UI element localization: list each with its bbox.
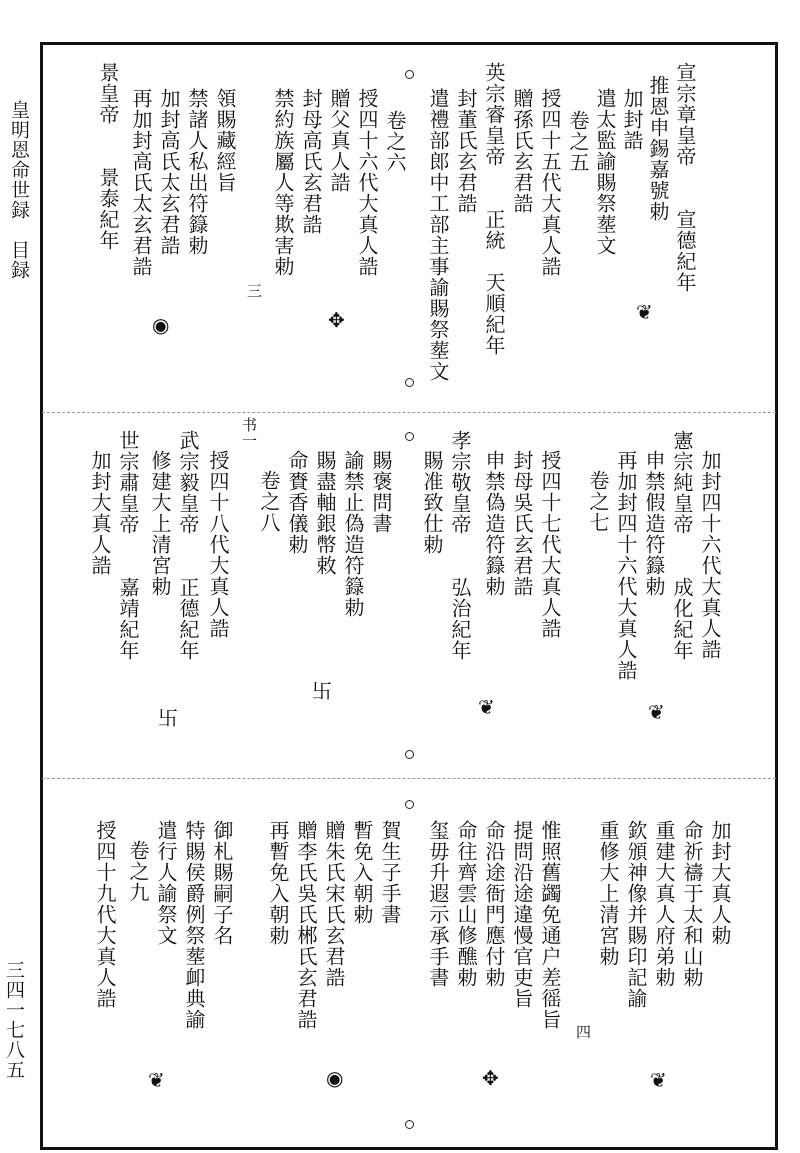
page-mark: 书一: [240, 417, 258, 449]
toc-line: 申禁偽造符籙勅: [482, 450, 506, 597]
toc-line: 武宗毅皇帝 正德紀年: [176, 430, 200, 661]
toc-line: 卷之九: [126, 840, 150, 903]
toc-line: 授四十九代大真人誥: [93, 820, 117, 1009]
toc-line: 封董氏玄君誥: [454, 88, 478, 214]
toc-line: 遣太監諭賜祭塟文: [593, 88, 617, 256]
toc-line: 加封四十六代大真人誥: [698, 450, 722, 660]
page-mark: 四: [574, 1024, 592, 1040]
toc-line: 重建大真人府弟勅: [652, 820, 676, 988]
section-divider: [42, 412, 776, 413]
binding-circle: [405, 1120, 414, 1129]
ornament-icon: ❦: [650, 1068, 667, 1092]
toc-line: 再加封高氏太玄君誥: [129, 88, 153, 277]
toc-line: 贈孫氏玄君誥: [510, 88, 534, 214]
toc-line: 御札賜嗣子名: [210, 820, 234, 946]
toc-line: 景皇帝 景泰紀年: [96, 62, 120, 251]
toc-line: 授四十八代大真人誥: [206, 450, 230, 639]
toc-line: 提問沿途違慢官吏旨: [510, 820, 534, 1009]
toc-line: 授四十六代大真人誥: [355, 88, 379, 277]
toc-line: 加封大真人誥: [88, 450, 112, 576]
toc-line: 遣行人諭祭文: [154, 820, 178, 946]
binding-circle: [405, 750, 414, 759]
book-title-margin: 皇明恩命世録 目録: [8, 100, 30, 280]
toc-line: 暫免入朝勅: [350, 820, 374, 925]
toc-line: 卷之七: [586, 470, 610, 533]
toc-line: 惟照舊蠲免通户差徭旨: [538, 820, 562, 1030]
toc-line: 授四十五代大真人誥: [538, 88, 562, 277]
toc-line: 領賜藏經旨: [213, 88, 237, 193]
toc-line: 宣宗章皇帝 宣德紀年: [673, 62, 697, 293]
toc-line: 命沿途衙門應付勅: [482, 820, 506, 988]
ornament-icon: ✥: [482, 1066, 499, 1090]
toc-line: 卷之五: [566, 110, 590, 173]
ornament-icon: ❦: [478, 695, 495, 719]
toc-line: 英宗睿皇帝 正統 天順紀年: [482, 62, 506, 356]
toc-line: 再暫免入朝勅: [266, 820, 290, 946]
toc-line: 修建大上清宮勅: [148, 450, 172, 597]
toc-line: 授四十七代大真人誥: [538, 450, 562, 639]
toc-line: 贈朱氏宋氏玄君誥: [322, 820, 346, 988]
toc-line: 禁諸人私出符籙勅: [185, 88, 209, 256]
toc-line: 命賚香儀勅: [285, 450, 309, 555]
toc-line: 加封高氏太玄君誥: [157, 88, 181, 256]
ornament-icon: ❦: [148, 1068, 165, 1092]
ornament-icon: ◉: [326, 1066, 344, 1090]
toc-line: 加封誥: [620, 88, 644, 151]
toc-line: 孝宗敬皇帝 弘治紀年: [448, 430, 472, 661]
toc-line: 欽頒神像并賜印記諭: [624, 820, 648, 1009]
page-number-margin: 三四一七八五: [3, 960, 25, 1080]
binding-circle: [405, 432, 414, 441]
toc-line: 加封大真人勅: [708, 820, 732, 946]
toc-line: 贈父真人誥: [327, 88, 351, 193]
toc-line: 再加封四十六代大真人誥: [614, 450, 638, 681]
ornament-icon: ✥: [328, 308, 345, 332]
toc-line: 玺毋升遐示承手書: [426, 820, 450, 988]
toc-line: 封母高氏玄君誥: [299, 88, 323, 235]
toc-line: 封母吳氏玄君誥: [510, 450, 534, 597]
toc-line: 賀生子手書: [378, 820, 402, 925]
ornament-icon: 卐: [312, 679, 332, 703]
binding-circle: [405, 378, 414, 387]
toc-line: 申禁假造符籙勅: [642, 450, 666, 597]
ornament-icon: ❦: [648, 700, 665, 724]
binding-circle: [405, 70, 414, 79]
page-mark: 三: [245, 283, 263, 299]
toc-line: 命往齊雲山修醮勅: [454, 820, 478, 988]
ornament-icon: ❦: [636, 300, 653, 324]
toc-line: 賜盡軸銀幣敕: [313, 450, 337, 576]
toc-line: 諭禁止偽造符籙勅: [341, 450, 365, 618]
toc-line: 憲宗純皇帝 成化紀年: [670, 430, 694, 661]
toc-line: 世宗肅皇帝 嘉靖紀年: [116, 430, 140, 661]
toc-line: 推恩申錫嘉號勅: [646, 75, 670, 222]
binding-circle: [405, 800, 414, 809]
ornament-icon: 卐: [158, 706, 178, 730]
toc-line: 重修大上清宮勅: [596, 820, 620, 967]
toc-line: 卷之八: [257, 470, 281, 533]
toc-line: 賜准致仕勅: [420, 450, 444, 555]
toc-line: 卷之六: [383, 110, 407, 173]
section-divider: [42, 778, 776, 779]
toc-line: 禁約族屬人等欺害勅: [271, 88, 295, 277]
toc-line: 遣禮部郎中工部主事諭賜祭塟文: [426, 88, 450, 382]
toc-line: 特賜侯爵例祭塟卹典諭: [182, 820, 206, 1030]
toc-line: 賜褒問書: [369, 450, 393, 534]
toc-line: 命祈禱于太和山勅: [680, 820, 704, 988]
toc-line: 贈李氏吳氏郴氏玄君誥: [294, 820, 318, 1030]
ornament-icon: ◉: [152, 313, 170, 337]
